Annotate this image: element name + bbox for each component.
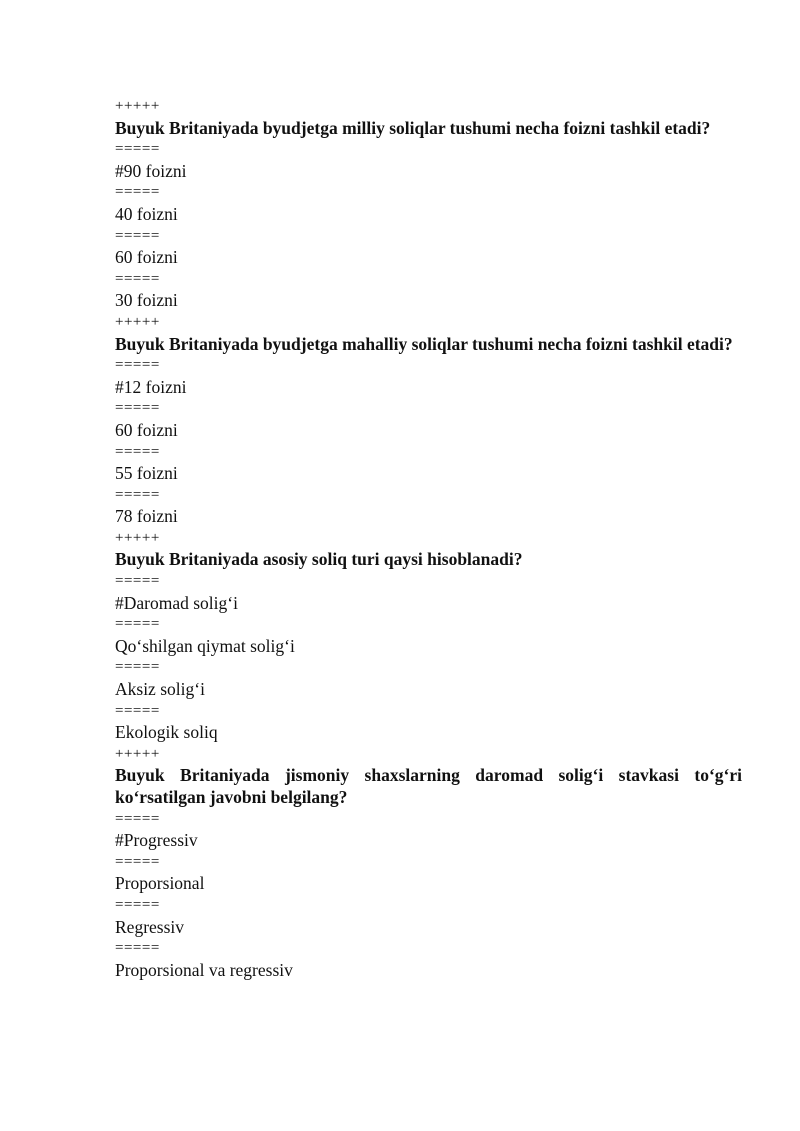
option-separator: ===== (115, 184, 160, 201)
question-marker: +++++ (115, 529, 160, 546)
answer-option: 60 foizni (115, 247, 178, 268)
answer-option: 60 foizni (115, 419, 178, 440)
option-separator: ===== (115, 896, 160, 913)
option-separator: ===== (115, 810, 160, 827)
question-marker: +++++ (115, 745, 160, 762)
answer-option: 55 foizni (115, 463, 178, 484)
option-separator: ===== (115, 270, 160, 287)
answer-option-correct: #Progressiv (115, 830, 198, 851)
answer-option: Aksiz solig‘i (115, 679, 205, 700)
question-text: Buyuk Britaniyada byudjetga mahalliy soliqlar tushumi necha foizni tashkil etadi? (115, 333, 733, 354)
answer-option-correct: #Daromad solig‘i (115, 592, 238, 613)
option-separator: ===== (115, 659, 160, 676)
option-separator: ===== (115, 486, 160, 503)
question-block (115, 528, 742, 744)
option-separator: ===== (115, 940, 160, 957)
option-separator: ===== (115, 141, 160, 158)
option-separator: ===== (115, 400, 160, 417)
answer-option-correct: #12 foizni (115, 376, 187, 397)
question-block (115, 312, 742, 528)
answer-option-correct: #90 foizni (115, 160, 187, 181)
answer-option: Qo‘shilgan qiymat solig‘i (115, 635, 295, 656)
document-page (115, 96, 742, 981)
answer-option: 40 foizni (115, 203, 178, 224)
question-block (115, 744, 742, 982)
option-separator: ===== (115, 616, 160, 633)
question-text: Buyuk Britaniyada jismoniy shaxslarning daromad solig‘i stavkasi to‘g‘ri ko‘rsatilgan javobni belgilang? (115, 765, 742, 807)
question-marker: +++++ (115, 98, 160, 114)
question-text: Buyuk Britaniyada byudjetga milliy soliqlar tushumi necha foizni tashkil etadi? (115, 117, 711, 138)
answer-option: Proporsional va regressiv (115, 959, 293, 980)
question-text: Buyuk Britaniyada asosiy soliq turi qaysi hisoblanadi? (115, 549, 523, 570)
question-marker: +++++ (115, 313, 160, 330)
option-separator: ===== (115, 702, 160, 719)
answer-option: Proporsional (115, 873, 205, 894)
option-separator: ===== (115, 227, 160, 244)
option-separator: ===== (115, 573, 160, 590)
option-separator: ===== (115, 853, 160, 870)
question-block (115, 96, 742, 312)
option-separator: ===== (115, 357, 160, 374)
answer-option: Ekologik soliq (115, 722, 218, 743)
answer-option: Regressiv (115, 916, 185, 937)
answer-option: 78 foizni (115, 506, 178, 527)
answer-option: 30 foizni (115, 290, 178, 311)
option-separator: ===== (115, 443, 160, 460)
